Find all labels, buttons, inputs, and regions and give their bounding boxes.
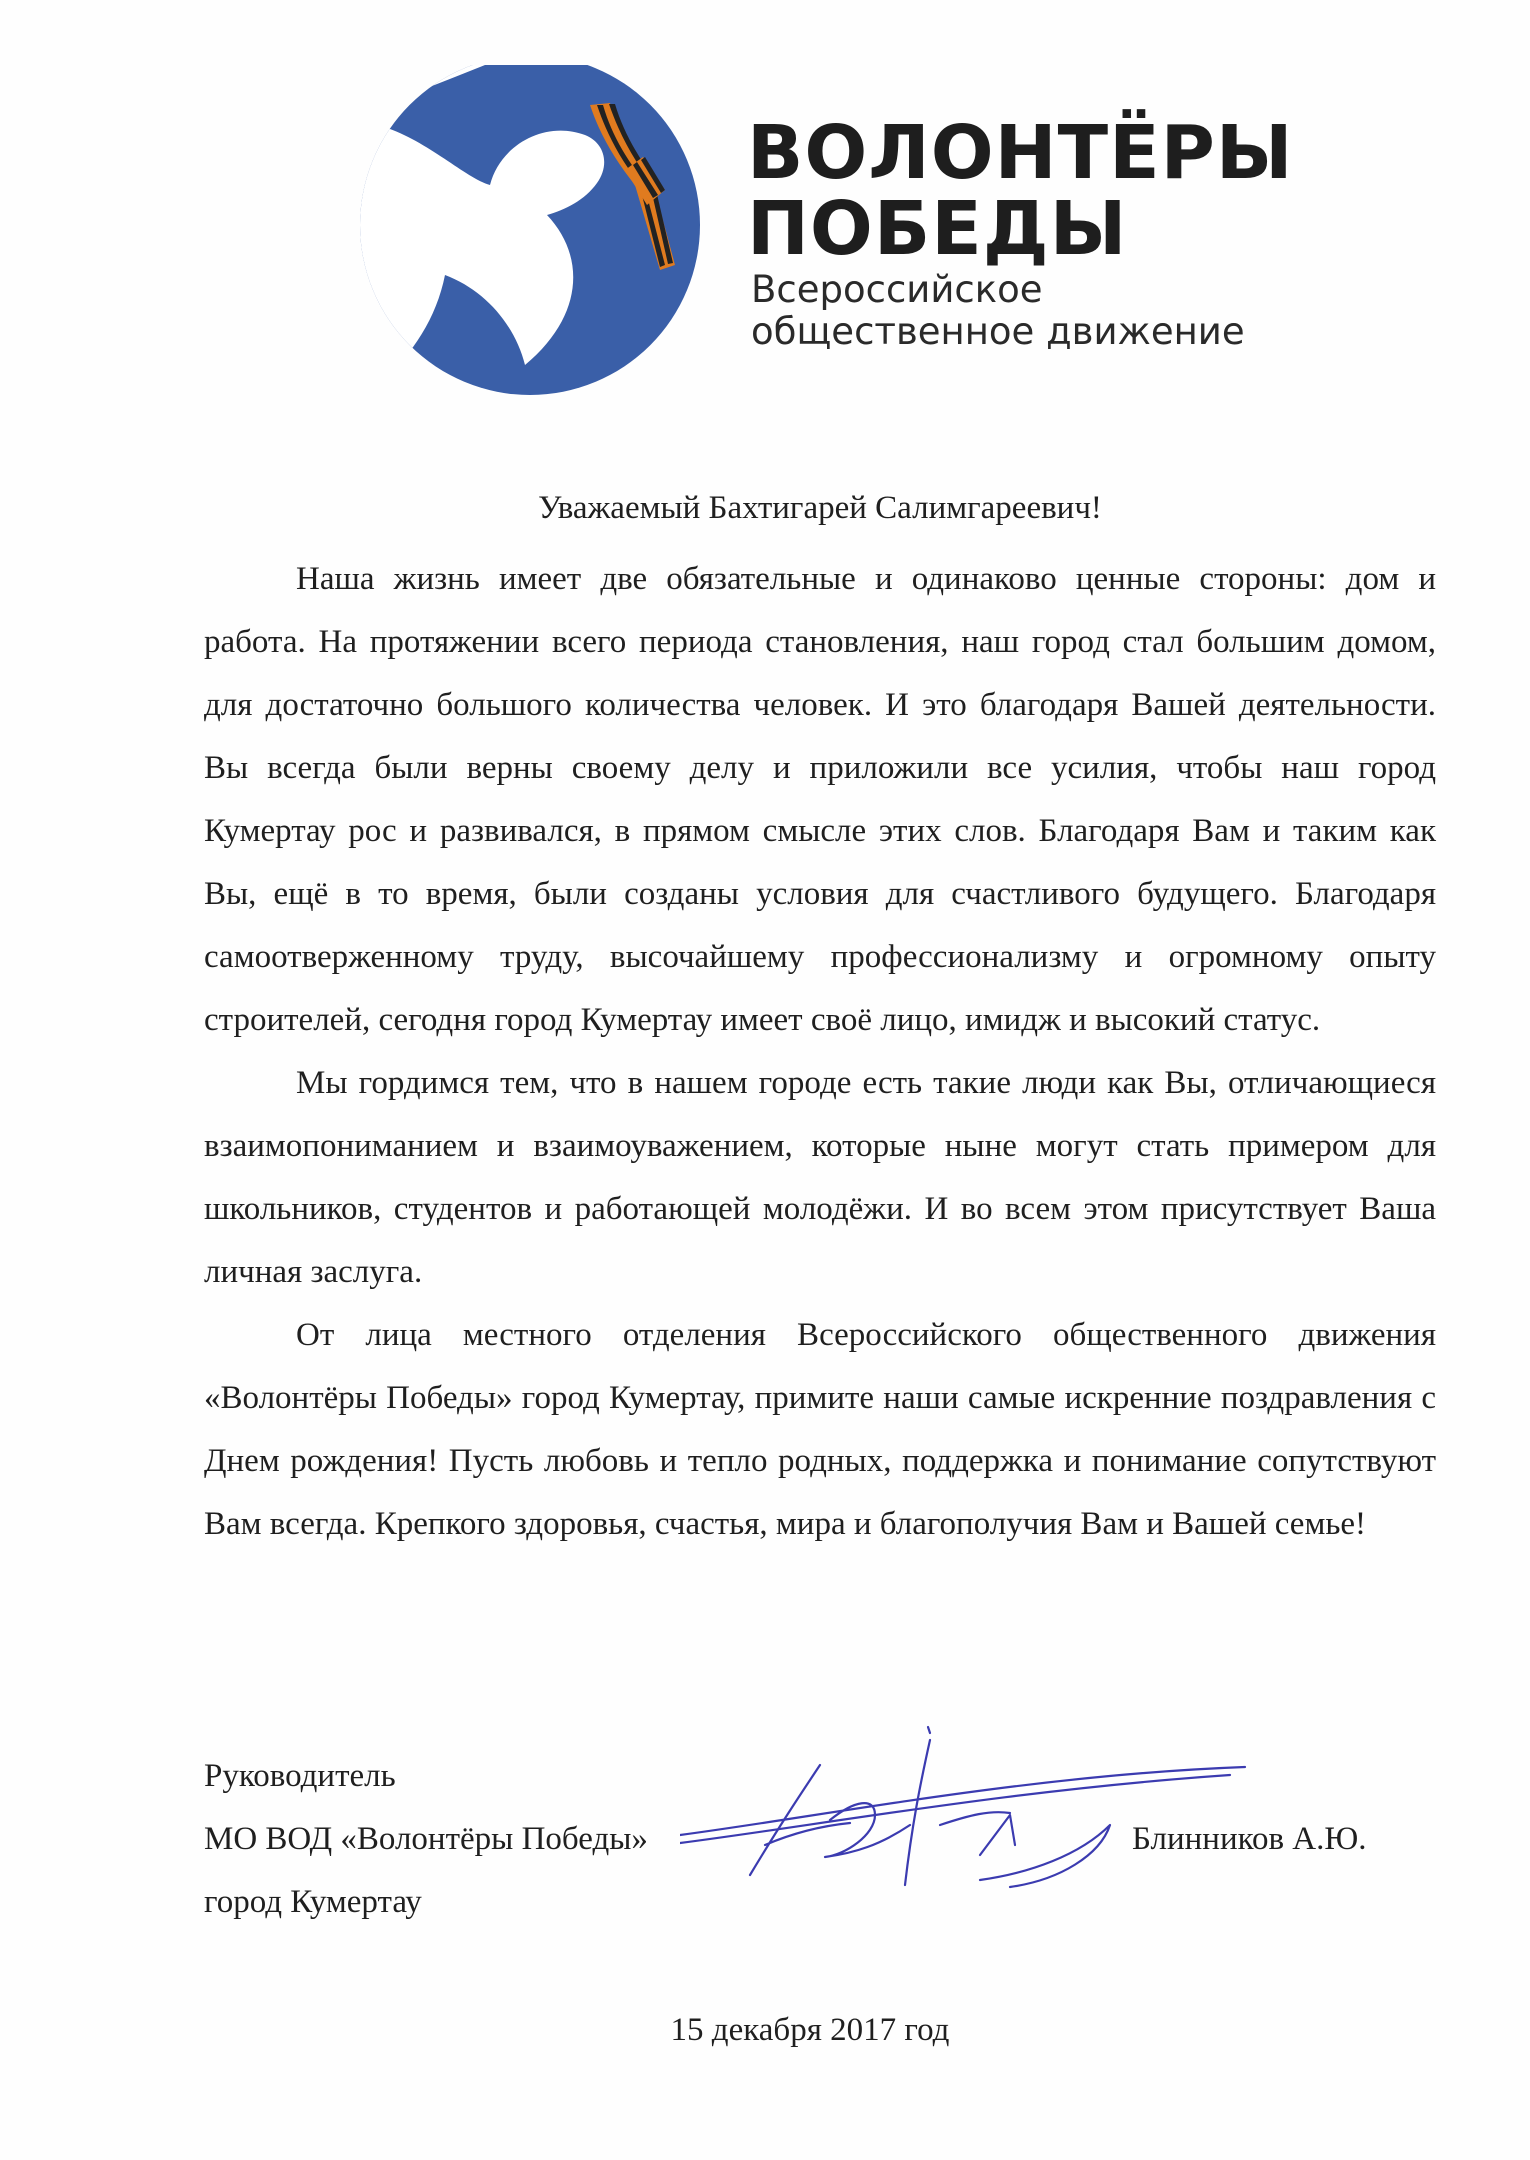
signatory-position-line1: Руководитель <box>204 1758 396 1794</box>
signatory-position-line3: город Кумертау <box>204 1884 422 1920</box>
logo-title-line1: ВОЛОНТЁРЫ <box>747 110 1294 196</box>
logo-subtitle-line1: Всероссийское <box>751 268 1043 311</box>
letter-body <box>204 548 1436 1556</box>
letter-paragraph: Наша жизнь имеет две обязательные и одинаково ценные стороны: дом и работа. На протяжении всего периода становления, наш город стал большим домом, для достаточно большого количества человек. И это благодаря Вашей деятельности. Вы всегда были верны своему делу и приложили все усилия, чтобы наш город Кумертау рос и развивался, в прямом смысле этих слов. Благодаря Вам и таким как Вы, ещё в то время, были созданы условия для счастливого будущего. Благодаря самоотверженному труду, высочайшему профессионализму и огромному опыту строителей, сегодня город Кумертау имеет своё лицо, имидж и высокий статус. <box>204 561 1436 1038</box>
dove-emblem-icon <box>285 65 715 395</box>
logo-subtitle-line2: общественное движение <box>751 310 1245 353</box>
logo-subtitle <box>751 269 1245 353</box>
logo-title <box>747 110 1294 272</box>
signatory-position-line2: МО ВОД «Волонтёры Победы» <box>204 1821 648 1857</box>
letter-greeting: Уважаемый Бахтигарей Салимгареевич! <box>538 490 1102 526</box>
letter-date: 15 декабря 2017 год <box>670 2012 950 2048</box>
letter-paragraph: От лица местного отделения Всероссийского общественного движения «Волонтёры Победы» город Кумертау, примите наши самые искренние поздравления с Днем рождения! Пусть любовь и тепло родных, поддержка и понимание сопутствуют Вам всегда. Крепкого здоровья, счастья, мира и благополучия Вам и Вашей семье! <box>204 1317 1436 1542</box>
signatory-position <box>204 1745 648 1934</box>
signatory-name: Блинников А.Ю. <box>1132 1821 1367 1857</box>
logo-title-line2: ПОБЕДЫ <box>747 186 1128 272</box>
organization-logo <box>285 65 1395 395</box>
letter-paragraph: Мы гордимся тем, что в нашем городе есть такие люди как Вы, отличающиеся взаимопониманием и взаимоуважением, которые ныне могут стать примером для школьников, студентов и работающей молодёжи. И во всем этом присутствует Ваша личная заслуга. <box>204 1065 1436 1290</box>
